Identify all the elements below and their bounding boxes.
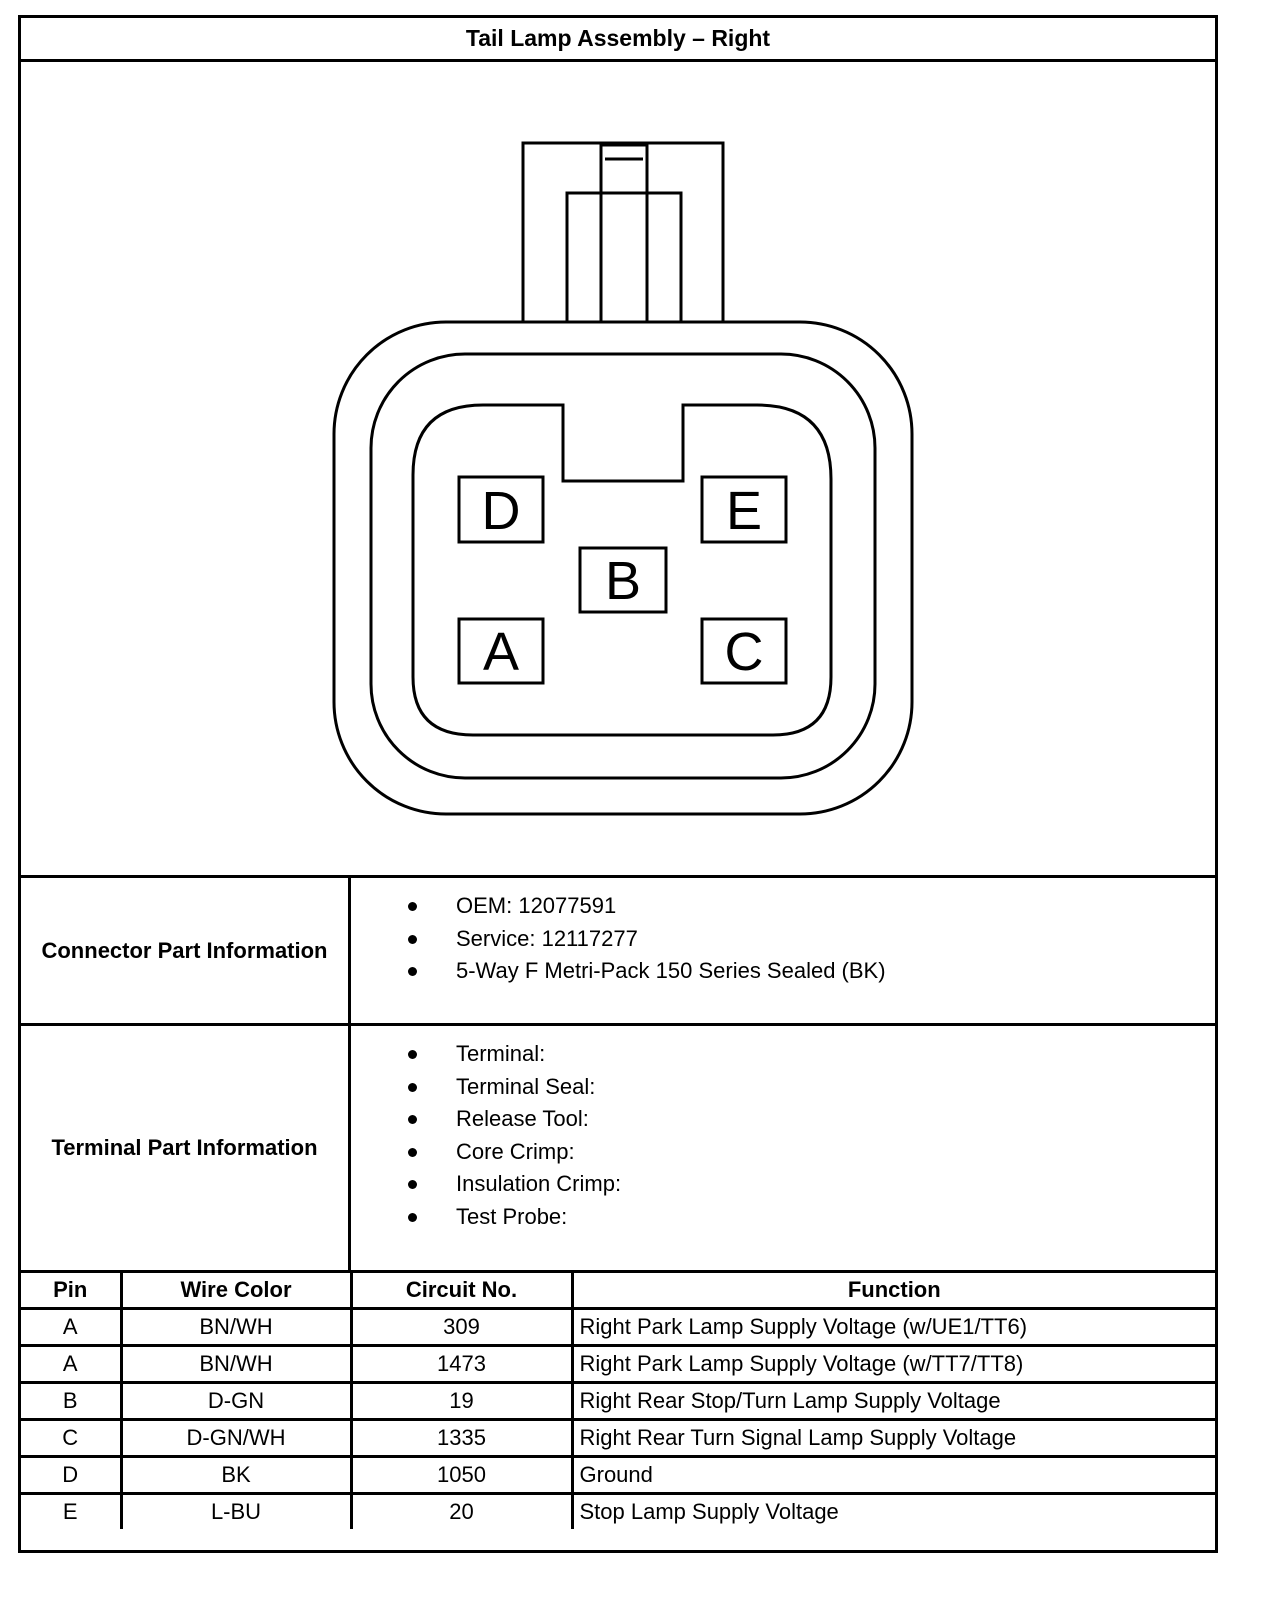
pin-cell: E [21, 1494, 121, 1530]
table-row [21, 1383, 1215, 1420]
function-cell: Right Rear Turn Signal Lamp Supply Voltage [572, 1420, 1215, 1457]
header-wire-color: Wire Color [121, 1272, 351, 1309]
wire-color-cell: L-BU [121, 1494, 351, 1530]
table-row [21, 1309, 1215, 1346]
circuit-cell: 19 [351, 1383, 572, 1420]
wire-color-cell: BN/WH [121, 1346, 351, 1383]
circuit-cell: 1473 [351, 1346, 572, 1383]
header-function: Function [572, 1272, 1215, 1309]
terminal-info-label: Terminal Part Information [21, 1026, 351, 1270]
wire-color-cell: BK [121, 1457, 351, 1494]
function-cell: Ground [572, 1457, 1215, 1494]
terminal-info-row [21, 1023, 1215, 1270]
pin-cell: A [21, 1309, 121, 1346]
connector-sheet [18, 15, 1218, 1553]
terminal-info-item: Release Tool: [351, 1103, 1215, 1136]
circuit-cell: 1335 [351, 1420, 572, 1457]
terminal-info-item: Terminal: [351, 1038, 1215, 1071]
connector-info-item: OEM: 12077591 [351, 890, 1215, 923]
function-cell: Stop Lamp Supply Voltage [572, 1494, 1215, 1530]
pin-cell: B [21, 1383, 121, 1420]
terminal-info-item: Insulation Crimp: [351, 1168, 1215, 1201]
function-cell: Right Rear Stop/Turn Lamp Supply Voltage [572, 1383, 1215, 1420]
lock-tab-outer [523, 143, 723, 323]
pin-cell: D [21, 1457, 121, 1494]
wire-color-cell: BN/WH [121, 1309, 351, 1346]
terminal-info-item: Test Probe: [351, 1201, 1215, 1234]
terminal-info-list [351, 1026, 1215, 1233]
circuit-cell: 309 [351, 1309, 572, 1346]
pin-cell: C [21, 1420, 121, 1457]
pin-table-header [21, 1272, 1215, 1309]
table-row [21, 1457, 1215, 1494]
sheet-title: Tail Lamp Assembly – Right [21, 18, 1215, 62]
circuit-cell: 20 [351, 1494, 572, 1530]
connector-info-label: Connector Part Information [21, 878, 351, 1023]
connector-info-item: Service: 12117277 [351, 923, 1215, 956]
lock-tab-latch [601, 145, 647, 323]
connector-face-drawing [21, 62, 1215, 880]
connector-info-item: 5-Way F Metri-Pack 150 Series Sealed (BK) [351, 955, 1215, 988]
connector-diagram [21, 62, 1215, 880]
function-cell: Right Park Lamp Supply Voltage (w/TT7/TT8) [572, 1346, 1215, 1383]
header-pin: Pin [21, 1272, 121, 1309]
pin-label-B: B [604, 551, 642, 611]
pin-label-D: D [481, 481, 521, 541]
table-row [21, 1420, 1215, 1457]
table-row [21, 1346, 1215, 1383]
lock-tab-inner [567, 193, 681, 323]
connector-info-list [351, 878, 1215, 988]
function-cell: Right Park Lamp Supply Voltage (w/UE1/TT6) [572, 1309, 1215, 1346]
pin-cell: A [21, 1346, 121, 1383]
terminal-info-item: Terminal Seal: [351, 1071, 1215, 1104]
circuit-cell: 1050 [351, 1457, 572, 1494]
wire-color-cell: D-GN [121, 1383, 351, 1420]
pin-label-C: C [724, 622, 764, 682]
wire-color-cell: D-GN/WH [121, 1420, 351, 1457]
header-circuit-no: Circuit No. [351, 1272, 572, 1309]
table-row [21, 1494, 1215, 1530]
pin-label-A: A [482, 622, 520, 682]
pin-label-E: E [725, 481, 763, 541]
pin-table [21, 1270, 1215, 1529]
terminal-info-item: Core Crimp: [351, 1136, 1215, 1169]
connector-info-row [21, 875, 1215, 1023]
